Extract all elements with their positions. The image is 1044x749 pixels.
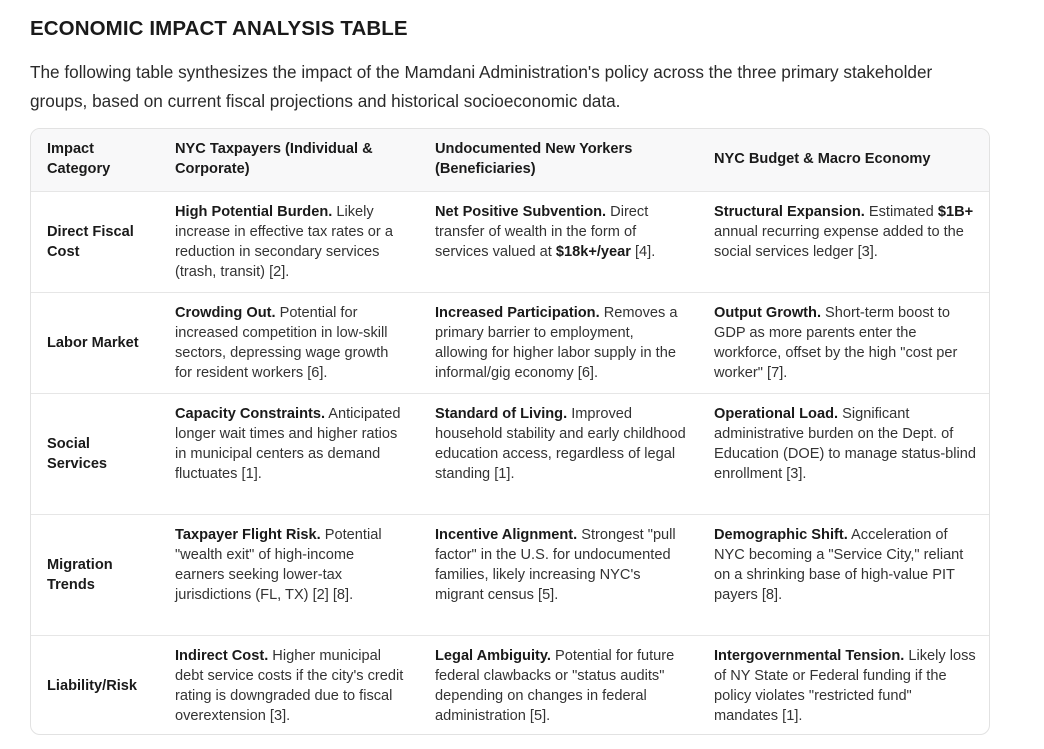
cell-lead: Operational Load. — [714, 405, 839, 422]
header-nyc-taxpayers: NYC Taxpayers (Individual & Corporate) — [159, 129, 419, 191]
cell-text-tail: annual recurring expense added to the social services ledger [3]. — [714, 223, 964, 260]
cell-text-tail: [4]. — [630, 243, 656, 260]
row-category: Labor Market — [31, 292, 159, 393]
table-cell — [698, 292, 990, 393]
page-title: ECONOMIC IMPACT ANALYSIS TABLE — [30, 17, 408, 40]
table-cell — [159, 292, 419, 393]
table-cell — [159, 514, 419, 635]
table-cell — [159, 635, 419, 735]
header-undocumented-new-yorkers: Undocumented New Yorkers (Beneficiaries) — [419, 129, 698, 191]
cell-text: Potential for future federal clawbacks or "status audits" depending on changes in federal administration [5]. — [435, 647, 675, 724]
table-cell — [698, 514, 990, 635]
table-cell — [419, 393, 698, 514]
cell-text: Direct transfer of wealth in the form of services valued at — [435, 203, 649, 260]
table-cell — [698, 191, 990, 292]
cell-text: Short-term boost to GDP as more parents enter the workforce, offset by the high "cost per worker" [7]. — [714, 304, 958, 381]
impact-table — [31, 129, 990, 735]
cell-lead: Legal Ambiguity. — [435, 647, 551, 664]
table-row — [31, 292, 990, 393]
header-impact-category: Impact Category — [31, 129, 159, 191]
cell-lead: Incentive Alignment. — [435, 526, 578, 543]
table-row — [31, 393, 990, 514]
cell-lead: Indirect Cost. — [175, 647, 269, 664]
row-category: Liability/Risk — [47, 677, 138, 694]
table-cell — [419, 292, 698, 393]
cell-lead: Intergovernmental Tension. — [714, 647, 905, 664]
table-row — [31, 635, 990, 735]
cell-text: Likely increase in effective tax rates or a reduction in secondary services (trash, transit) [2]. — [175, 203, 393, 280]
table-row — [31, 514, 990, 635]
cell-lead: Net Positive Subvention. — [435, 203, 607, 220]
cell-text: Higher municipal debt service costs if the city's credit rating is downgraded due to fiscal overextension [3]. — [175, 647, 404, 724]
table-cell — [159, 393, 419, 514]
table-cell — [419, 191, 698, 292]
cell-emphasis: $1B+ — [937, 203, 974, 220]
header-nyc-budget: NYC Budget & Macro Economy — [698, 129, 990, 191]
table-header-row — [31, 129, 990, 191]
cell-lead: Increased Participation. — [435, 304, 600, 321]
table-row — [31, 191, 990, 292]
cell-lead: High Potential Burden. — [175, 203, 333, 220]
cell-text: Potential for increased competition in low-skill sectors, depressing wage growth for resident workers [6]. — [175, 304, 389, 381]
cell-text: Strongest "pull factor" in the U.S. for undocumented families, likely increasing NYC's migrant census [5]. — [435, 526, 676, 603]
cell-lead: Taxpayer Flight Risk. — [175, 526, 321, 543]
cell-lead: Capacity Constraints. — [175, 405, 326, 422]
table-cell — [159, 191, 419, 292]
cell-text: Likely loss of NY State or Federal funding if the policy violates "restricted fund" mandates [1]. — [714, 647, 976, 724]
cell-text: Improved household stability and early childhood education access, regardless of legal standing [1]. — [435, 405, 686, 482]
intro-paragraph: The following table synthesizes the impact of the Mamdani Administration's policy across the three primary stakeholder groups, based on current fiscal projections and historical socioeconomic data. — [30, 62, 933, 111]
cell-emphasis: $18k+/year — [555, 243, 631, 260]
table-cell — [698, 393, 990, 514]
cell-lead: Output Growth. — [714, 304, 821, 321]
cell-text: Anticipated longer wait times and higher ratios in municipal centers as demand fluctuates [1]. — [175, 405, 401, 482]
cell-lead: Crowding Out. — [175, 304, 276, 321]
cell-text: Potential "wealth exit" of high-income earners seeking lower-tax jurisdictions (FL, TX) [2] [8]. — [175, 526, 382, 603]
cell-lead: Demographic Shift. — [714, 526, 848, 543]
cell-text: Acceleration of NYC becoming a "Service City," reliant on a shrinking base of high-value PIT payers [8]. — [714, 526, 964, 603]
cell-text: Significant administrative burden on the Dept. of Education (DOE) to manage status-blind enrollment [3]. — [714, 405, 977, 482]
cell-text: Removes a primary barrier to employment, allowing for higher labor supply in the informal/gig economy [6]. — [435, 304, 678, 381]
impact-table-card — [30, 128, 990, 735]
table-cell — [419, 635, 698, 735]
cell-lead: Standard of Living. — [435, 405, 568, 422]
row-category: Migration Trends — [31, 514, 159, 635]
row-category: Social Services — [31, 393, 159, 514]
table-cell — [698, 635, 990, 735]
table-cell — [419, 514, 698, 635]
row-category: Direct Fiscal Cost — [31, 191, 159, 292]
cell-lead: Structural Expansion. — [714, 203, 865, 220]
cell-text: Estimated — [864, 203, 938, 220]
